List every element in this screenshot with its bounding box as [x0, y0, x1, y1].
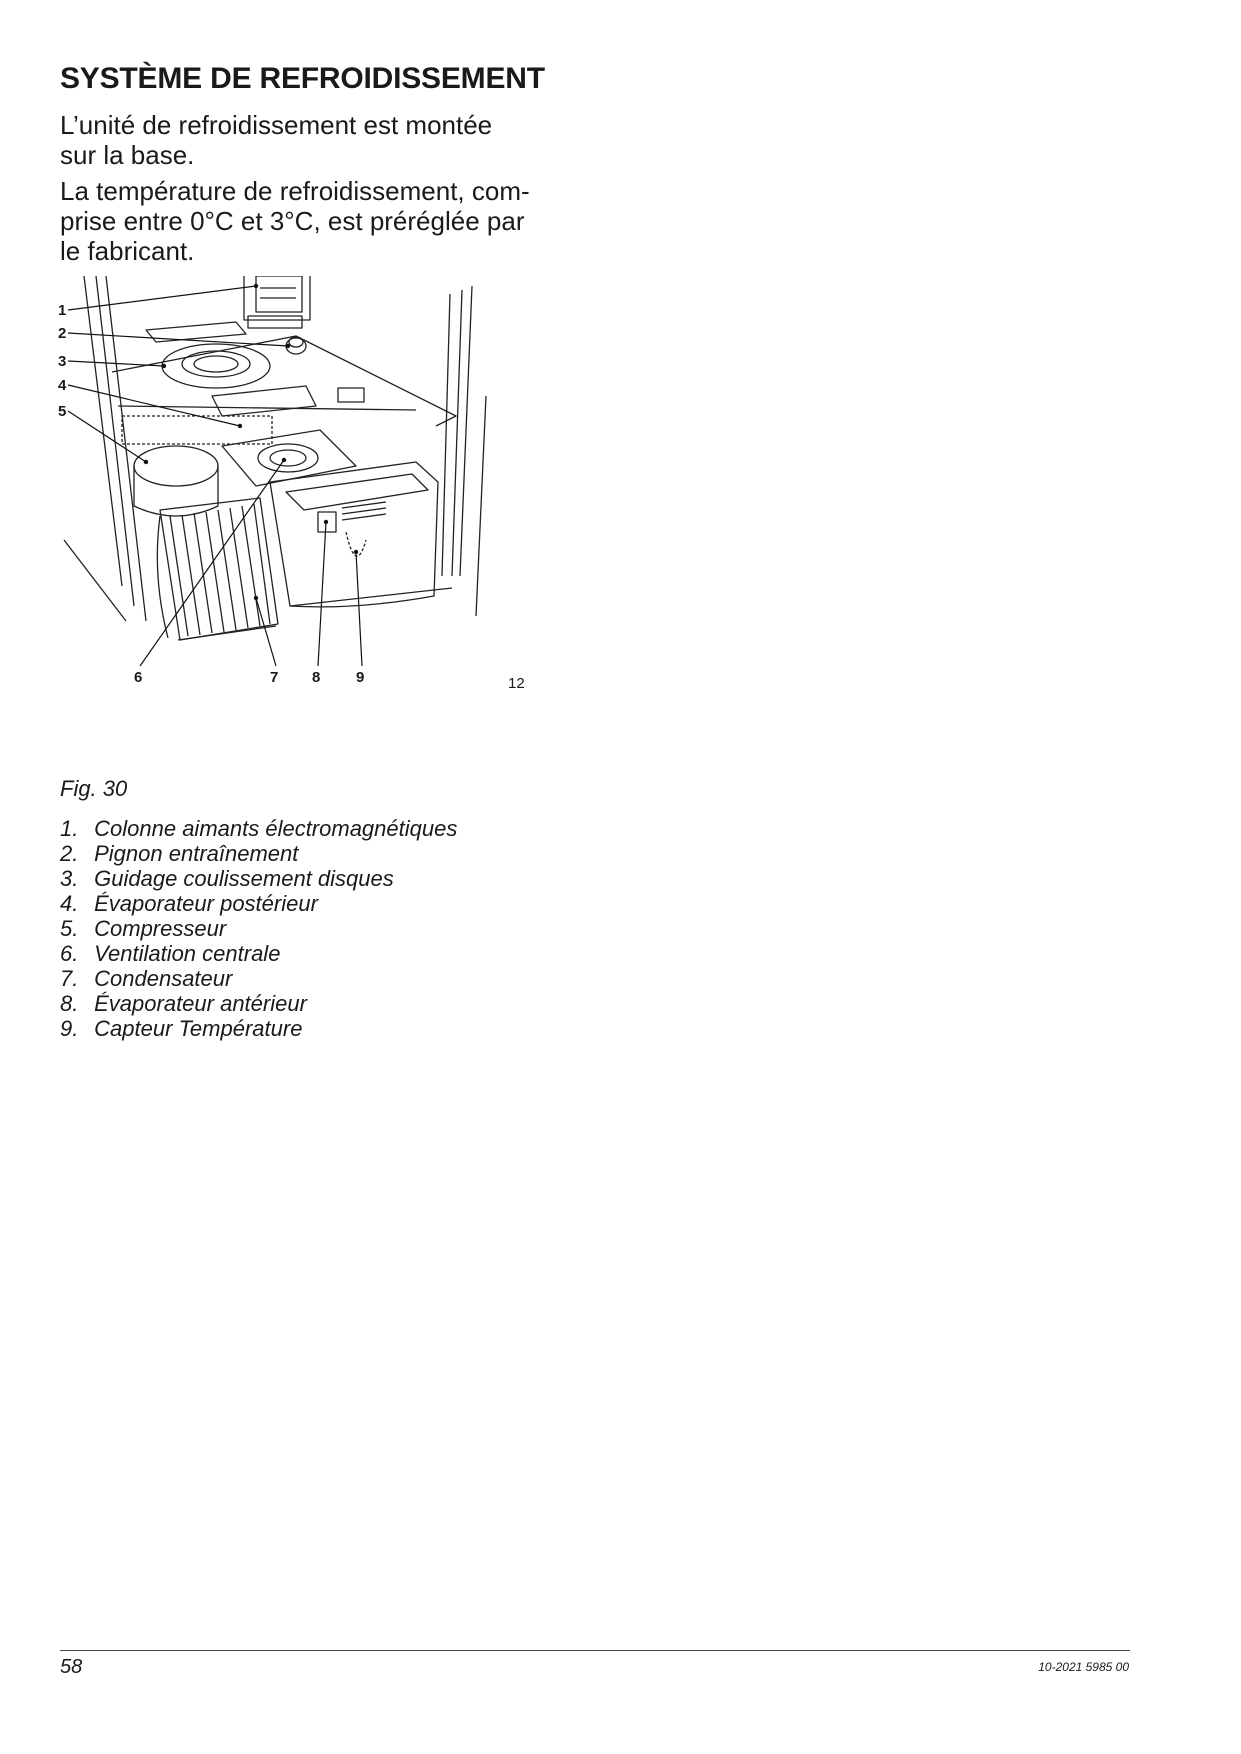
callout-number: 5: [58, 403, 67, 420]
footer-divider: [60, 1650, 1130, 1651]
label-plate: [338, 388, 364, 402]
legend-number: 8.: [60, 991, 79, 1016]
legend-text: Condensateur: [94, 966, 233, 991]
legend-item: [60, 941, 457, 966]
callout-number: 7: [270, 669, 279, 686]
legend-number: 7.: [60, 966, 79, 991]
legend-text: Évaporateur antérieur: [94, 991, 307, 1016]
magnet-column-panel: [256, 276, 302, 312]
condenser-coils: [157, 516, 168, 638]
temperature-line: La température de refroidissement, com-: [60, 176, 530, 206]
left-wall-edge: [84, 276, 122, 586]
legend-number: 3.: [60, 866, 79, 891]
tray-rim: [286, 474, 428, 510]
condenser-base: [178, 626, 276, 640]
compressor: [134, 446, 218, 486]
rear-evaporator: [122, 416, 272, 444]
callout-number: 8: [312, 669, 321, 686]
legend-item: [60, 916, 457, 941]
callout-number: 1: [58, 302, 67, 319]
left-wall-edge: [96, 276, 134, 606]
section-title: SYSTÈME DE REFROIDISSEMENT: [60, 62, 545, 95]
right-wall-edge: [442, 294, 450, 576]
right-wall-edge: [452, 290, 462, 576]
rear-evaporator-plate: [212, 386, 316, 416]
figure-legend: [60, 816, 457, 1041]
legend-number: 6.: [60, 941, 79, 966]
document-code: 10-2021 5985 00: [1038, 1660, 1129, 1674]
legend-item: [60, 966, 457, 991]
legend-text: Pignon entraînement: [94, 841, 299, 866]
legend-text: Guidage coulissement disques: [94, 866, 394, 891]
legend-text: Colonne aimants électromagnétiques: [94, 816, 458, 841]
legend-item: [60, 891, 457, 916]
legend-item: [60, 991, 457, 1016]
legend-text: Capteur Température: [94, 1016, 303, 1041]
shelf-outline: [112, 336, 456, 426]
legend-item: [60, 866, 457, 891]
left-panel-edge: [64, 540, 126, 621]
right-wall-edge: [460, 286, 472, 576]
intro-line: sur la base.: [60, 140, 195, 170]
right-panel-edge: [476, 396, 486, 616]
legend-number: 1.: [60, 816, 79, 841]
legend-number: 9.: [60, 1016, 79, 1041]
front-evaporator-tray: [270, 462, 438, 607]
callout-number: 6: [134, 669, 143, 686]
legend-item: [60, 841, 457, 866]
fan-housing: [222, 430, 356, 486]
cooling-unit-figure: [56, 276, 546, 776]
legend-text: Compresseur: [94, 916, 227, 941]
callout-number: 9: [356, 669, 365, 686]
legend-text: Évaporateur postérieur: [94, 891, 318, 916]
figure-caption: Fig. 30: [60, 776, 128, 801]
intro-paragraph: [60, 110, 580, 170]
temperature-line: le fabricant.: [60, 236, 195, 266]
intro-line: L’unité de refroidissement est montée: [60, 110, 493, 140]
callout-number: 3: [58, 353, 67, 370]
legend-item: [60, 1016, 457, 1041]
cooling-unit-drawing: [56, 276, 546, 776]
legend-number: 2.: [60, 841, 79, 866]
central-fan: [258, 444, 318, 472]
callout-number: 2: [58, 325, 67, 342]
magnet-column-base: [248, 316, 302, 328]
temperature-paragraph: [60, 176, 580, 266]
legend-text: Ventilation centrale: [94, 941, 281, 966]
page-number: 58: [60, 1656, 83, 1678]
legend-number: 5.: [60, 916, 79, 941]
callout-number: 4: [58, 377, 67, 394]
temperature-line: prise entre 0°C et 3°C, est préréglée par: [60, 206, 525, 236]
legend-item: [60, 816, 457, 841]
image-code: 12: [508, 675, 525, 692]
legend-number: 4.: [60, 891, 79, 916]
